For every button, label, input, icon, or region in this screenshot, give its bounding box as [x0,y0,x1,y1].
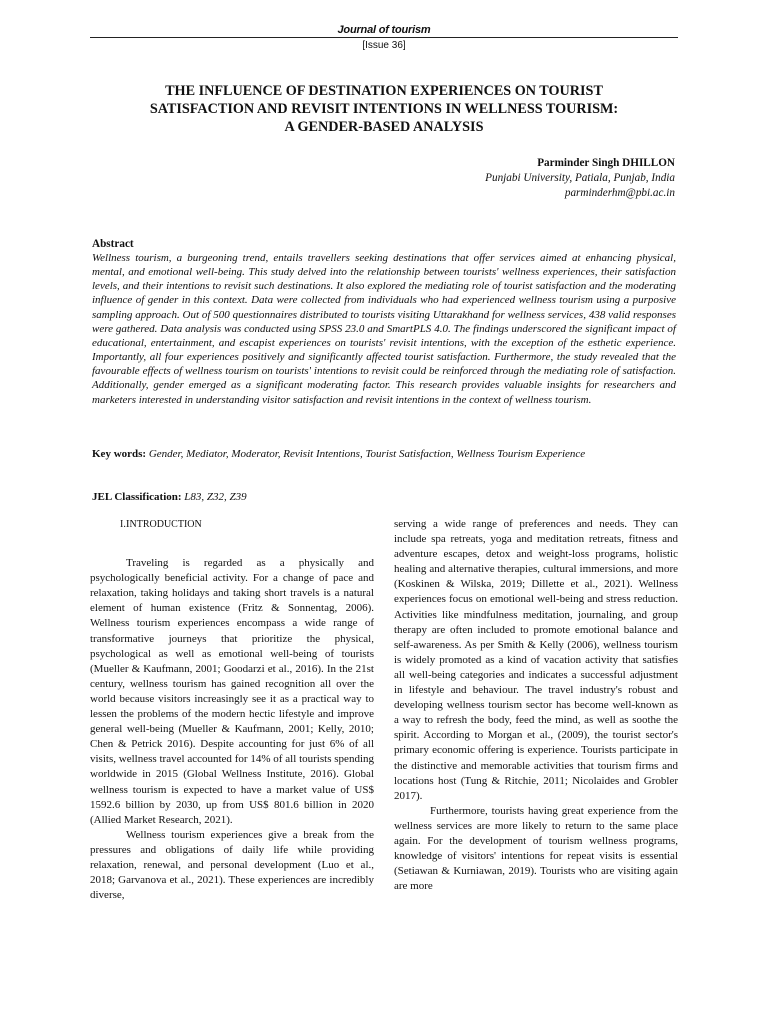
keywords-label: Key words: [92,448,147,460]
section-title-rest: NTRODUCTION [129,519,202,530]
section-title-initial: I [125,518,130,530]
paper-title [100,82,668,136]
section-heading-introduction [120,517,374,532]
title-line-1: THE INFLUENCE OF DESTINATION EXPERIENCES ON TOURIST [165,83,603,99]
jel-codes: L83, Z32, Z39 [184,491,247,503]
header-rule [90,37,678,38]
right-column [394,517,678,894]
author-block [485,156,675,201]
section-number: I. [120,519,126,530]
intro-paragraph-2: Wellness tourism experiences give a break from the pressures and obligations of daily life while providing relaxation, renewal, and personal development (Luo et al., 2018; Garvanova et al., 2021). These experiences are incredibly diverse, [90,828,374,902]
intro-paragraph-1: Traveling is regarded as a physically and psychologically beneficial activity. For a change of pace and relaxation, taking holidays and taking short travels is a natural element of human existence (Fritz & Sonnentag, 2006). Wellness tourism experiences encompass a wide range of transformative journeys that prioritize the physical, psychological as well as emotional well-being of tourists (Mueller & Kaufmann, 2001; Goodarzi et al., 2016). In the 21st century, wellness tourism has gained recognition all over the world because visitors increasingly see it as a practical way to lessen the problems of the modern hectic lifestyle and improve general well-being (Mueller & Kaufmann, 2001; Kelly, 2010; Chen & Petrick 2016). Despite accounting for just 6% of all visits, wellness travel accounted for 14% of all tourists spending worldwide in 2015 (Global Wellness Institute, 2016). Global wellness tourism is expected to have a market value of US$ 1592.6 billion by 2030, up from US$ 801.6 billion in 2020 (Allied Market Research, 2021). [90,557,374,826]
title-line-2: SATISFACTION AND REVISIT INTENTIONS IN WELLNESS TOURISM: [149,101,619,117]
author-name: Parminder Singh DHILLON [537,157,675,169]
title-line-3: A GENDER-BASED ANALYSIS [284,119,484,135]
left-column [90,517,374,903]
author-affiliation: Punjabi University, Patiala, Punjab, India [485,172,675,184]
jel-label: JEL Classification: [92,491,182,503]
abstract-heading: Abstract [92,238,134,250]
abstract-text: Wellness tourism, a burgeoning trend, entails travellers seeking destinations that offer services aimed at enhancing physical, mental, and emotional well-being. This study delved into the relationship between tourists' wellness experiences, their satisfaction levels, and their intentions to revisit such destinations. It also explored the mediating role of tourist satisfaction and the moderating influence of gender in this context. Data were collected from individuals who had experienced wellness tourism using a purposive sampling approach. Out of 500 questionnaires distributed to tourists visiting Uttarakhand for wellness services, 438 valid responses were gathered. Data analysis was conducted using SPSS 23.0 and SmartPLS 4.0. The findings underscored the significant impact of educational, entertainment, and escapist experiences on tourists' revisit intentions, with the exception of the esthetic experience. Importantly, all four experiences positively and significantly affected tourist satisfaction. Furthermore, the study revealed that the favourable effects of wellness tourism on tourists' intentions to revisit could be reinforced through the mediating role of satisfaction. Additionally, gender emerged as a significant moderating factor. This research provides valuable insights for researchers and marketers interested in understanding visitor satisfaction and revisit intentions in the context of wellness tourism. [92,252,676,406]
author-email: parminderhm@pbi.ac.in [564,187,675,199]
jel-classification [92,491,247,503]
keywords-text: Gender, Mediator, Moderator, Revisit Intentions, Tourist Satisfaction, Wellness Tourism Experience [148,448,586,460]
intro-paragraph-3: Furthermore, tourists having great experience from the wellness services are more likely to return to the same place again. For the development of tourism wellness programs, knowledge of visitors' intentions for repeat visits is essential (Setiawan & Kurniawan, 2019). Tourists who are visiting again are more [394,804,678,893]
keywords [92,447,676,461]
journal-name: Journal of tourism [337,24,431,36]
intro-paragraph-2-continued: serving a wide range of preferences and needs. They can include spa retreats, yoga and meditation retreats, fitness and adventure escapes, detox and weight-loss programs, holistic healing and alternative therapies, cultural immersions, and more (Koskinen & Wilska, 2019; Dillette et al., 2021). Wellness experiences focus on emotional well-being and stress reduction. Activities like mindfulness meditation, journaling, and group therapy are often included to promote emotional balance and self-awareness. As per Smith & Kelly (2006), wellness tourism is widely promoted as a kind of vacation activity that satisfies all well-being categories and indicates a successful adjustment in lifestyle and behaviour. The travel industry's robust and developing wellness tourism sector has become well-known as a way to refresh the body, feed the mind, as well as soothe the spirit. According to Morgan et al., (2009), the tourist sector's primary economic offering is experience. Tourists participate in the distinctive and memorable activities that tourism firms and locations host (Tung & Ritchie, 2011; Nicolaides and Grobler 2017). [394,518,678,802]
issue-number: [Issue 36] [362,40,406,51]
